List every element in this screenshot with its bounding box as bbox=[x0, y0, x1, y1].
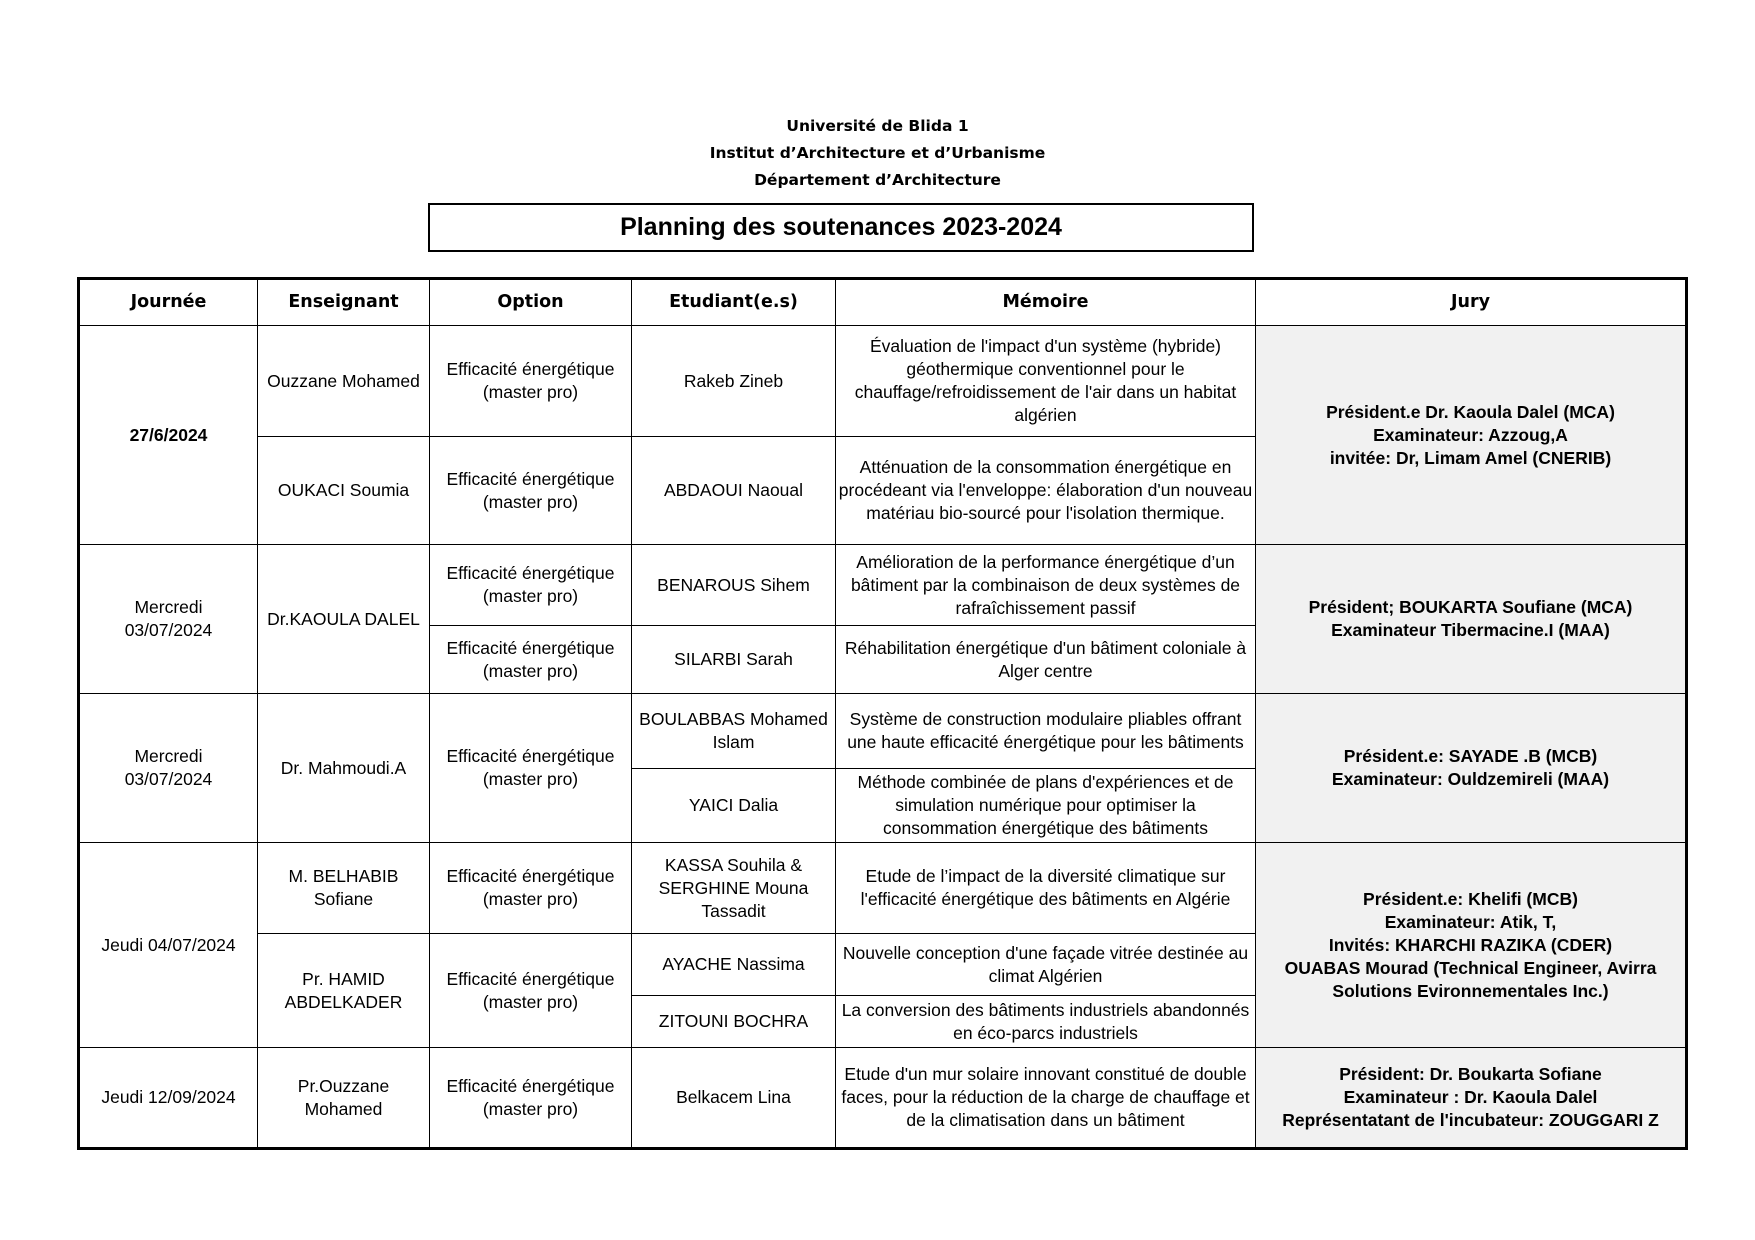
jury-line: invitée: Dr, Limam Amel (CNERIB) bbox=[1329, 447, 1612, 468]
student-cell: ZITOUNI BOCHRA bbox=[632, 996, 836, 1048]
table-row bbox=[79, 1048, 1687, 1149]
jury-line: Examinateur: Atik, T, bbox=[1384, 911, 1557, 932]
option-cell: Efficacité énergétique (master pro) bbox=[430, 843, 632, 934]
jury-line: Président: Dr. Boukarta Sofiane bbox=[1339, 1064, 1602, 1084]
column-header-option: Option bbox=[430, 279, 632, 326]
option-cell: Efficacité énergétique (master pro) bbox=[430, 326, 632, 437]
student-cell: BOULABBAS Mohamed Islam bbox=[632, 694, 836, 769]
jury-cell bbox=[1256, 843, 1687, 1048]
document-title: Planning des soutenances 2023-2024 bbox=[428, 203, 1254, 252]
jury-cell bbox=[1256, 545, 1687, 694]
jury-line: OUABAS Mourad (Technical Engineer, Avirra Solutions Evironnementales Inc.) bbox=[1284, 957, 1657, 1001]
supervisor-cell: Ouzzane Mohamed bbox=[258, 326, 430, 437]
option-cell: Efficacité énergétique (master pro) bbox=[430, 626, 632, 694]
jury-line: Examinateur : Dr. Kaoula Dalel bbox=[1343, 1087, 1598, 1107]
jury-line: Invités: KHARCHI RAZIKA (CDER) bbox=[1328, 934, 1613, 955]
table-row bbox=[79, 326, 1687, 437]
student-cell: AYACHE Nassima bbox=[632, 934, 836, 996]
session-date bbox=[79, 545, 258, 694]
thesis-title-cell: Atténuation de la consommation énergétique en procédeant via l'enveloppe: élaboration d'un nouveau matériau bio-sourcé pour l'isolation thermique. bbox=[836, 437, 1256, 545]
column-header-jury: Jury bbox=[1256, 279, 1687, 326]
student-cell: KASSA Souhila & SERGHINE Mouna Tassadit bbox=[632, 843, 836, 934]
department-name: Département d’Architecture bbox=[754, 171, 1001, 189]
column-header-journee: Journée bbox=[79, 279, 258, 326]
jury-cell bbox=[1256, 1048, 1687, 1149]
jury-line: Président.e: SAYADE .B (MCB) bbox=[1343, 746, 1598, 766]
jury-line: Examinateur Tibermacine.I (MAA) bbox=[1331, 620, 1610, 640]
supervisor-cell: M. BELHABIB Sofiane bbox=[258, 843, 430, 934]
student-cell: YAICI Dalia bbox=[632, 769, 836, 843]
option-cell: Efficacité énergétique (master pro) bbox=[430, 694, 632, 843]
supervisor-cell: Pr. HAMID ABDELKADER bbox=[258, 934, 430, 1048]
table-row bbox=[79, 843, 1687, 934]
student-cell: Rakeb Zineb bbox=[632, 326, 836, 437]
thesis-title-cell: Méthode combinée de plans d'expériences et de simulation numérique pour optimiser la consommation énergétique des bâtiments bbox=[836, 769, 1256, 843]
option-cell: Efficacité énergétique (master pro) bbox=[430, 437, 632, 545]
column-header-etudiant: Etudiant(e.s) bbox=[632, 279, 836, 326]
jury-line: Examinateur: Ouldzemireli (MAA) bbox=[1331, 769, 1610, 789]
session-date: Jeudi 04/07/2024 bbox=[79, 843, 258, 1048]
supervisor-cell: OUKACI Soumia bbox=[258, 437, 430, 545]
session-day-date: 03/07/2024 bbox=[124, 620, 213, 640]
student-cell: SILARBI Sarah bbox=[632, 626, 836, 694]
institution-header bbox=[0, 113, 1755, 194]
session-day: Mercredi bbox=[134, 746, 203, 766]
session-date: Jeudi 12/09/2024 bbox=[79, 1048, 258, 1149]
jury-line: Président.e: Khelifi (MCB) bbox=[1363, 888, 1578, 909]
option-cell: Efficacité énergétique (master pro) bbox=[430, 545, 632, 626]
jury-line: Examinateur: Azzoug,A bbox=[1373, 424, 1568, 445]
session-date: 27/6/2024 bbox=[79, 326, 258, 545]
thesis-title-cell: Nouvelle conception d'une façade vitrée destinée au climat Algérien bbox=[836, 934, 1256, 996]
institute-name: Institut d’Architecture et d’Urbanisme bbox=[709, 144, 1046, 162]
thesis-title-cell: Réhabilitation énergétique d'un bâtiment coloniale à Alger centre bbox=[836, 626, 1256, 694]
supervisor-cell: Dr.KAOULA DALEL bbox=[258, 545, 430, 694]
supervisor-cell: Dr. Mahmoudi.A bbox=[258, 694, 430, 843]
supervisor-cell: Pr.Ouzzane Mohamed bbox=[258, 1048, 430, 1149]
column-header-enseignant: Enseignant bbox=[258, 279, 430, 326]
jury-cell bbox=[1256, 326, 1687, 545]
table-row bbox=[79, 545, 1687, 626]
thesis-title-cell: Système de construction modulaire pliables offrant une haute efficacité énergétique pour les bâtiments bbox=[836, 694, 1256, 769]
university-name: Université de Blida 1 bbox=[786, 117, 969, 135]
student-cell: ABDAOUI Naoual bbox=[632, 437, 836, 545]
jury-line: Président; BOUKARTA Soufiane (MCA) bbox=[1308, 597, 1633, 617]
jury-cell bbox=[1256, 694, 1687, 843]
thesis-title-cell: Amélioration de la performance énergétique d’un bâtiment par la combinaison de deux systèmes de rafraîchissement passif bbox=[836, 545, 1256, 626]
table-header-row bbox=[79, 279, 1687, 326]
defense-schedule-table bbox=[77, 277, 1688, 1150]
jury-line: Représentatant de l'incubateur: ZOUGGARI Z bbox=[1282, 1110, 1659, 1130]
thesis-title-cell: Évaluation de l'impact d'un système (hybride) géothermique conventionnel pour le chauffage/refroidissement de l'air dans un habitat algérien bbox=[836, 326, 1256, 437]
thesis-title-cell: La conversion des bâtiments industriels abandonnés en éco-parcs industriels bbox=[836, 996, 1256, 1048]
thesis-title-cell: Etude de l’impact de la diversité climatique sur l'efficacité énergétique des bâtiments en Algérie bbox=[836, 843, 1256, 934]
option-cell: Efficacité énergétique (master pro) bbox=[430, 1048, 632, 1149]
table-row bbox=[79, 694, 1687, 769]
student-cell: Belkacem Lina bbox=[632, 1048, 836, 1149]
option-cell: Efficacité énergétique (master pro) bbox=[430, 934, 632, 1048]
session-date bbox=[79, 694, 258, 843]
jury-line: Président.e Dr. Kaoula Dalel (MCA) bbox=[1326, 401, 1615, 422]
thesis-title-cell: Etude d'un mur solaire innovant constitué de double faces, pour la réduction de la charge de chauffage et de la climatisation dans un bâtiment bbox=[836, 1048, 1256, 1149]
column-header-memoire: Mémoire bbox=[836, 279, 1256, 326]
session-day: Mercredi bbox=[134, 597, 203, 617]
session-day-date: 03/07/2024 bbox=[124, 769, 213, 789]
student-cell: BENAROUS Sihem bbox=[632, 545, 836, 626]
